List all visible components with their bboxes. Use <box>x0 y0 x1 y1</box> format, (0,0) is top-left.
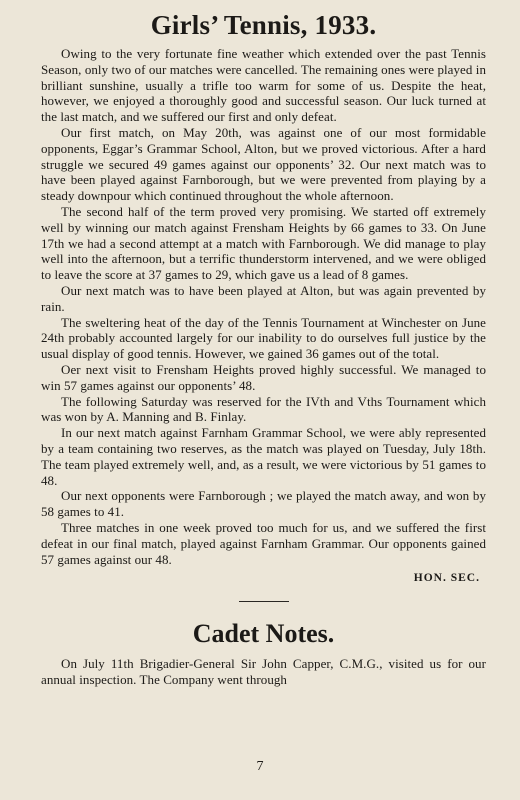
tennis-paragraph-6: Oer next visit to Frensham Heights proved highly successful. We managed to win 57 games against our opponents’ 48. <box>41 361 486 393</box>
cadet-title: Cadet Notes. <box>192 619 335 649</box>
tennis-paragraph-3: The second half of the term proved very promising. We started off extremely well by winning our match against Frensham Heights by 66 games to 33. On June 17th we had a second attempt at a match with Farnborough. We did manage to play well into the afternoon, but a terrific thunderstorm intervened, and we were obliged to leave the score at 37 games to 29, which gave us a lead of 8 games. <box>41 203 486 283</box>
tennis-title: Girls’ Tennis, 1933. <box>150 10 377 40</box>
tennis-paragraph-5: The sweltering heat of the day of the Tennis Tournament at Winchester on June 24th probably accounted largely for our inability to do ourselves full justice by the usual display of good tennis. However, we gained 36 games out of the total. <box>41 314 486 362</box>
tennis-paragraph-9: Our next opponents were Farnborough ; we played the match away, and won by 58 games to 41. <box>41 488 486 520</box>
tennis-body <box>41 46 486 567</box>
tennis-paragraph-8: In our next match against Farnham Grammar School, we were ably represented by a team containing two reserves, as the match was played on Tuesday, July 18th. The team played extremely well, and, as a result, we were victorious by 51 games to 48. <box>41 425 486 488</box>
cadet-paragraph-1: On July 11th Brigadier-General Sir John Capper, C.M.G., visited us for our annual inspection. The Company went through <box>41 656 486 688</box>
tennis-paragraph-2: Our first match, on May 20th, was against one of our most formidable opponents, Eggar’s Grammar School, Alton, but we proved victorious. After a hard struggle we secured 49 games against our opponents’ 32. Our next match was to have been played against Farnborough, but we were prevented from playing by a steady downpour which continued throughout the whole afternoon. <box>41 124 486 204</box>
tennis-paragraph-7: The following Saturday was reserved for the IVth and Vths Tournament which was won by A. Manning and B. Finlay. <box>41 393 486 425</box>
tennis-paragraph-4: Our next match was to have been played at Alton, but was again prevented by rain. <box>41 282 486 314</box>
section-divider <box>239 601 289 602</box>
tennis-paragraph-10: Three matches in one week proved too much for us, and we suffered the first defeat in our final match, played against Farnham Grammar. Our opponents gained 57 games against our 48. <box>41 519 486 567</box>
page-number: 7 <box>256 759 264 774</box>
tennis-paragraph-1: Owing to the very fortunate fine weather which extended over the past Tennis Season, only two of our matches were cancelled. The remaining ones were played in brilliant sunshine, usually a trifle too warm for some of us. Despite the heat, however, we enjoyed a thoroughly good and successful season. Our luck turned at the last match, and we suffered our first and only defeat. <box>41 46 486 125</box>
tennis-signature: HON. SEC. <box>413 572 480 585</box>
